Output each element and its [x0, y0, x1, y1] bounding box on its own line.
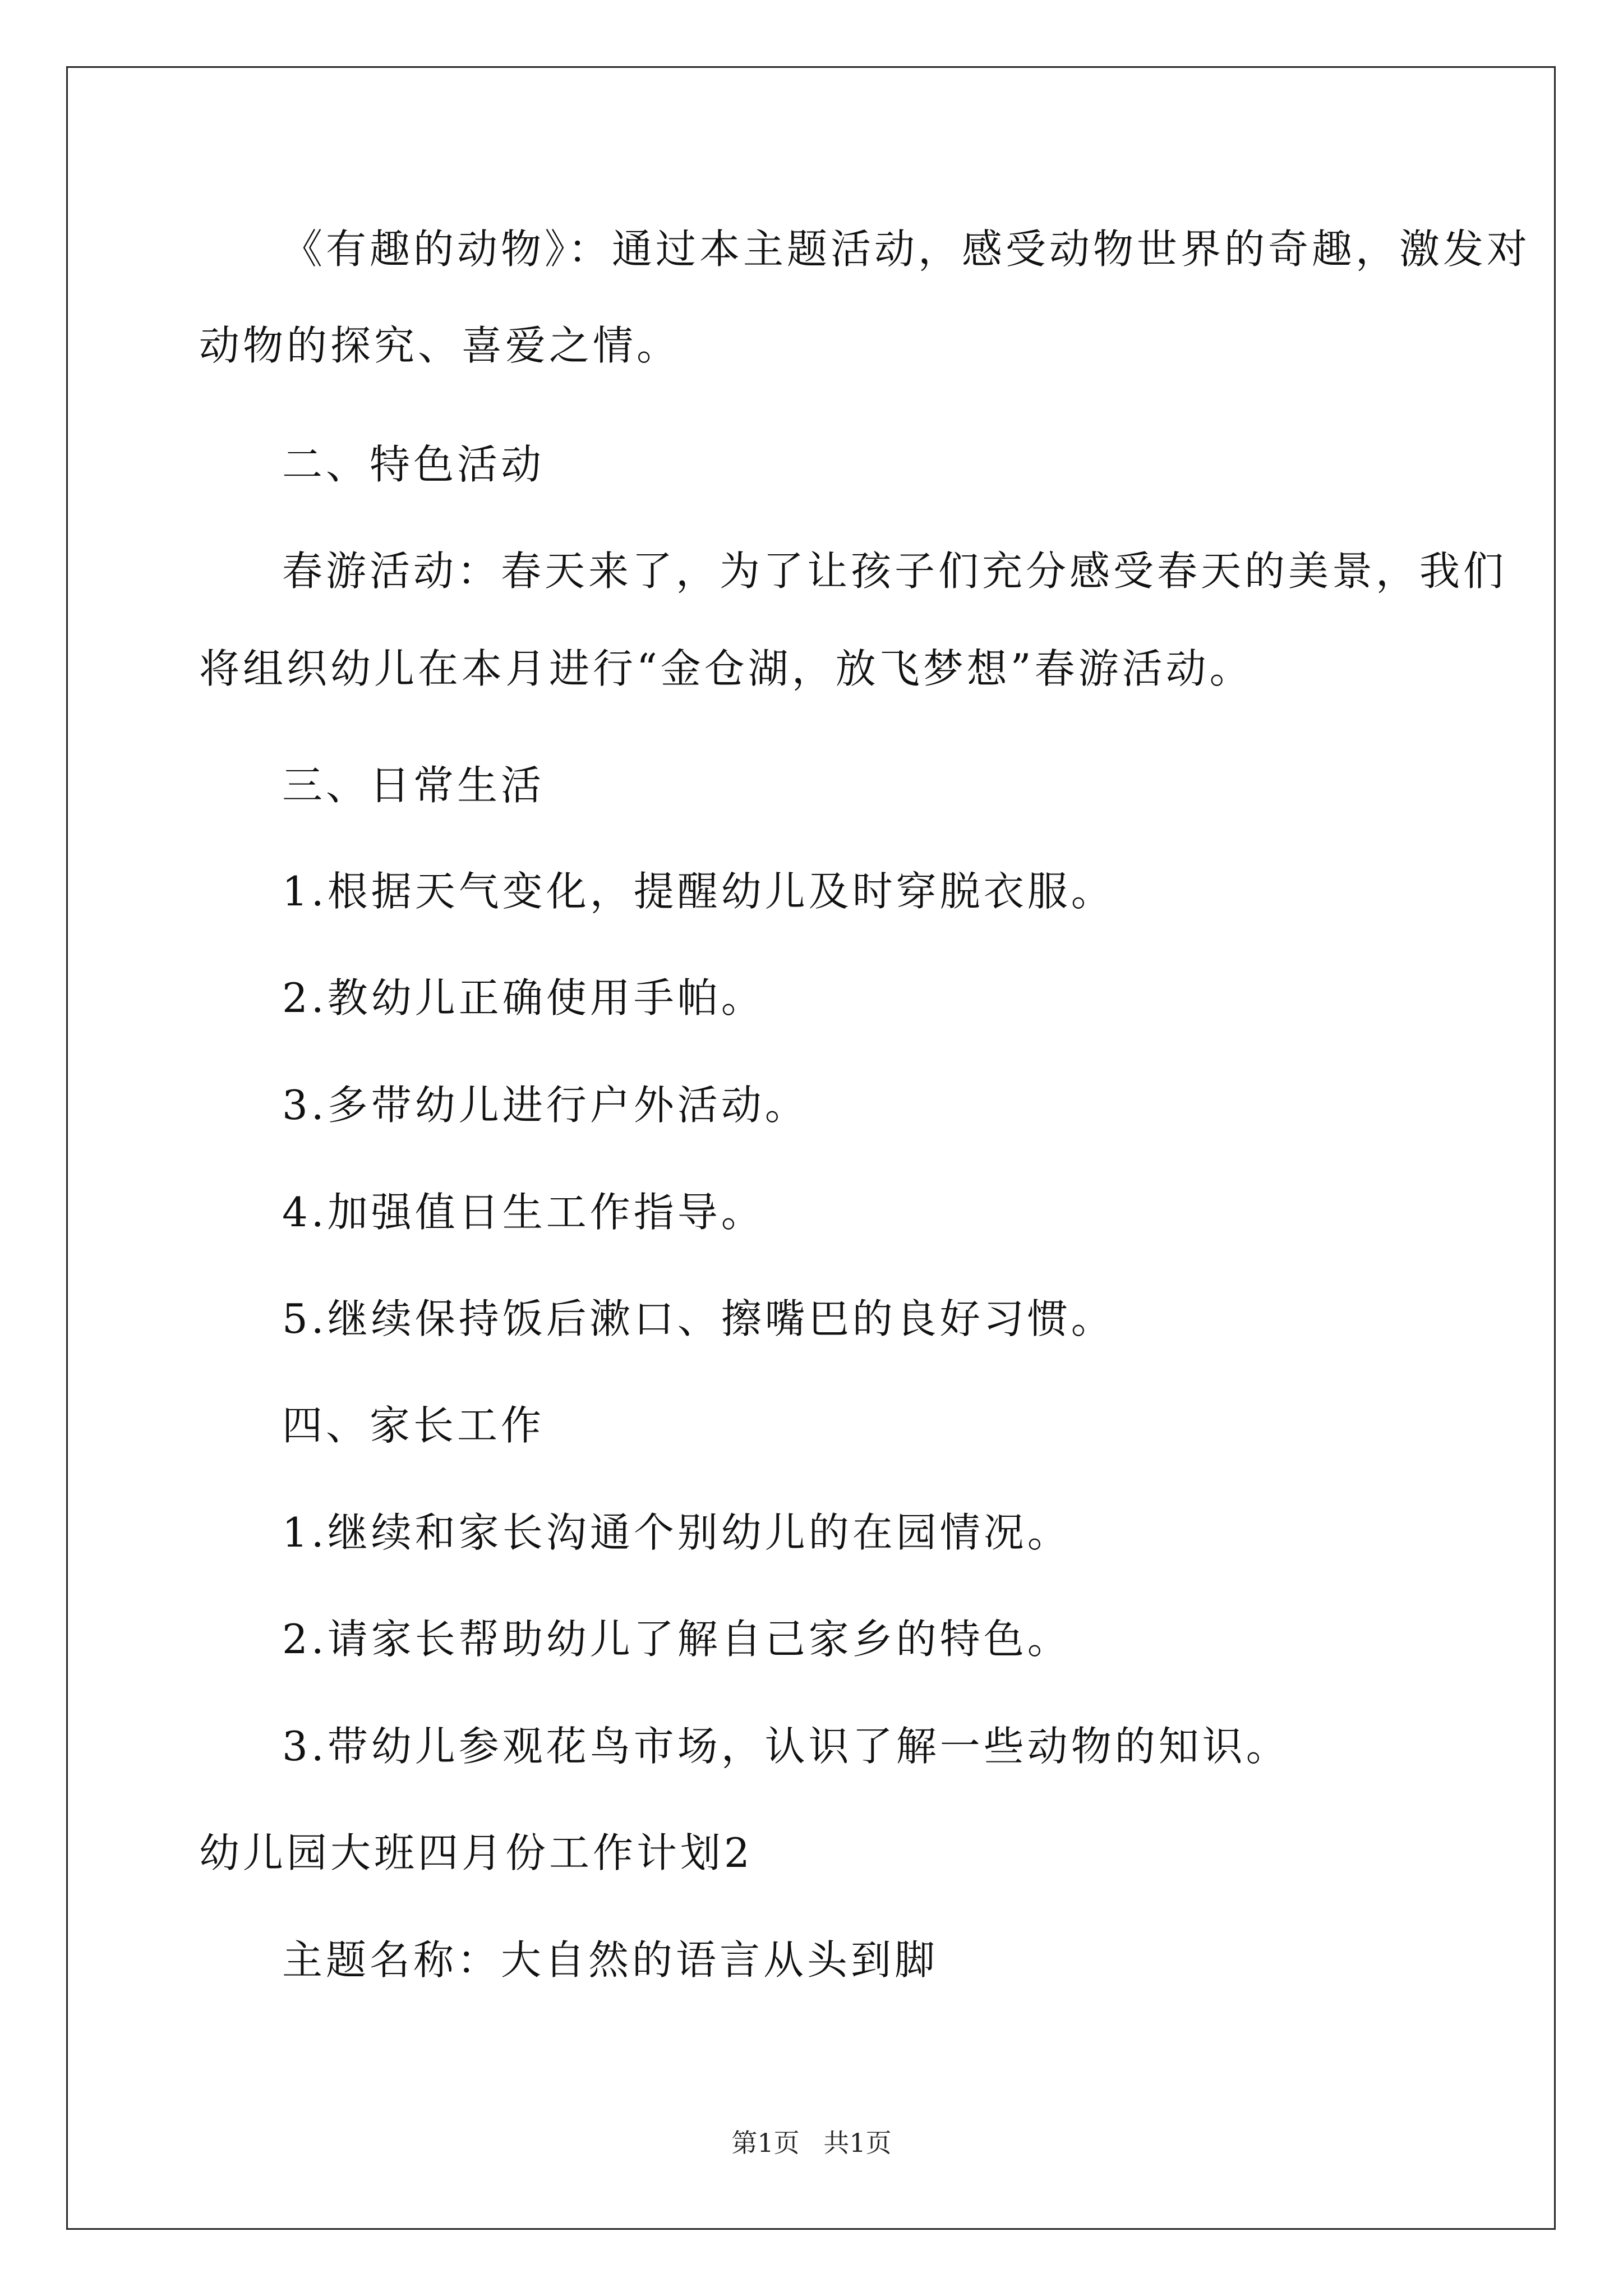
- section-heading: 三、日常生活: [282, 762, 545, 809]
- page-footer: [0, 2127, 1623, 2159]
- page-total: 共1页: [823, 2128, 892, 2158]
- section-heading: 四、家长工作: [282, 1402, 545, 1449]
- paragraph: 动物的探究、喜爱之情。: [199, 322, 681, 369]
- list-item: 1.根据天气变化，提醒幼儿及时穿脱衣服。: [282, 868, 1115, 915]
- list-item: 4.加强值日生工作指导。: [282, 1189, 765, 1236]
- list-item: 2.教幼儿正确使用手帕。: [282, 974, 765, 1022]
- section-heading: 二、特色活动: [282, 441, 545, 488]
- paragraph: 主题名称：大自然的语言从头到脚: [282, 1936, 939, 1984]
- document-subtitle: 幼儿园大班四月份工作计划2: [199, 1829, 753, 1876]
- list-item: 1.继续和家长沟通个别幼儿的在园情况。: [282, 1509, 1071, 1556]
- paragraph: 春游活动：春天来了，为了让孩子们充分感受春天的美景，我们: [282, 547, 1507, 595]
- page-border: [66, 66, 1556, 2230]
- list-item: 5.继续保持饭后漱口、擦嘴巴的良好习惯。: [282, 1295, 1115, 1342]
- list-item: 2.请家长帮助幼儿了解自己家乡的特色。: [282, 1616, 1071, 1663]
- list-item: 3.多带幼儿进行户外活动。: [282, 1082, 809, 1129]
- paragraph: 《有趣的动物》：通过本主题活动，感受动物世界的奇趣，激发对: [282, 226, 1531, 273]
- paragraph: 将组织幼儿在本月进行“金仓湖，放飞梦想”春游活动。: [199, 645, 1253, 692]
- list-item: 3.带幼儿参观花鸟市场，认识了解一些动物的知识。: [282, 1723, 1290, 1770]
- page-number: 第1页: [731, 2128, 800, 2158]
